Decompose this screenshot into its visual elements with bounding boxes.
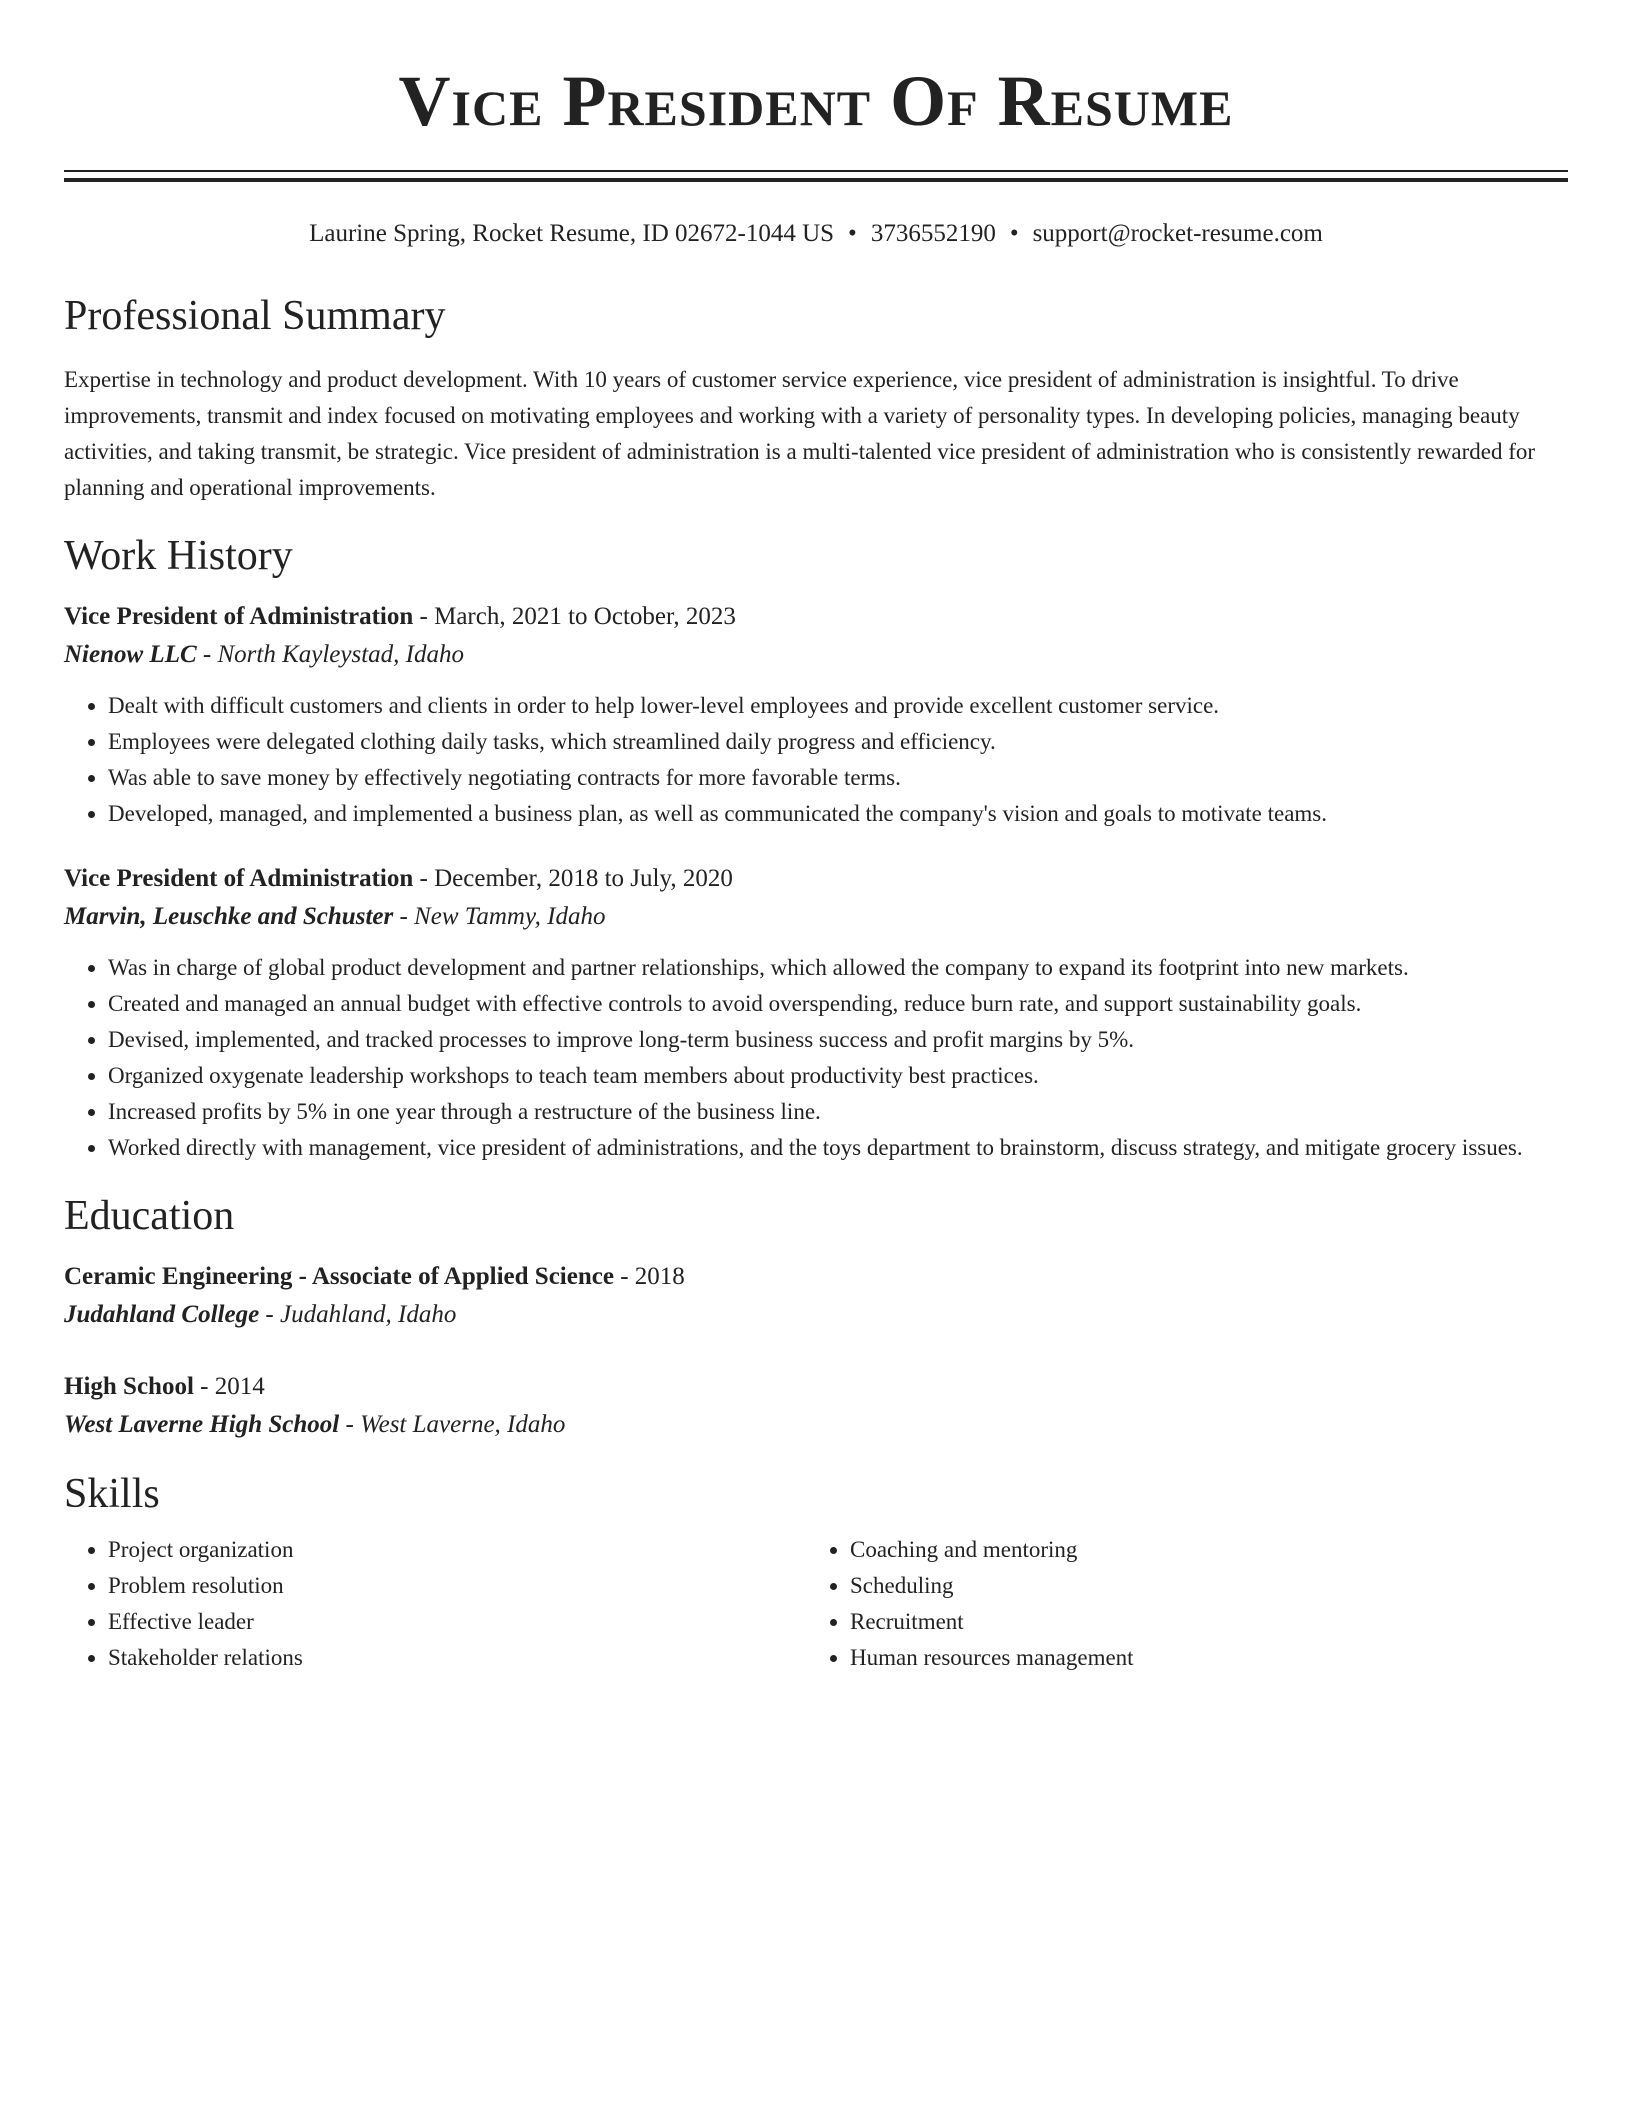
skill-item: • Project organization [108,1532,806,1568]
education-degree: Ceramic Engineering - Associate of Applied Science [64,1263,614,1290]
job-bullet: • Dealt with difficult customers and clients in order to help lower-level employees and provide excellent customer service. [108,688,1568,724]
job-title: Vice President of Administration [64,603,414,630]
job-title-line: Vice President of Administration - December, 2018 to July, 2020 [64,865,733,892]
title-divider [64,170,1568,182]
contact-line [64,218,1568,250]
job-bullets [64,950,1568,1166]
education-entry [64,1258,1568,1334]
job-bullet: • Employees were delegated clothing daily tasks, which streamlined daily progress and efficiency. [108,724,1568,760]
summary-text: Expertise in technology and product development. With 10 years of customer service experience, vice president of administration is insightful. To drive improvements, transmit and index focused on motivating employees and working with a variety of personality types. In developing policies, managing beauty activities, and taking transmit, be strategic. Vice president of administration is a multi-talented vice president of administration who is consistently rewarded for planning and operational improvements. [64,367,1536,500]
education-entry [64,1368,1568,1444]
skill-item: • Problem resolution [108,1568,806,1604]
education-year: 2018 [634,1263,685,1290]
education-school-line: Judahland College - Judahland, Idaho [64,1301,457,1328]
education-school: West Laverne High School [64,1411,340,1438]
skill-item: • Coaching and mentoring [850,1532,1548,1568]
job-company: Marvin, Leuschke and Schuster [64,903,394,930]
job-entry [64,598,1568,832]
contact-email: support@rocket-resume.com [1032,220,1323,247]
resume-title: Vice President Of Resume [398,61,1234,141]
job-bullet: • Organized oxygenate leadership workshops to teach team members about productivity best practices. [108,1058,1568,1094]
education-degree-line: High School - 2014 [64,1373,265,1400]
education-location: West Laverne, Idaho [360,1411,566,1438]
education-school-line: West Laverne High School - West Laverne, Idaho [64,1411,566,1438]
education-heading: Education [64,1193,235,1239]
summary-heading: Professional Summary [64,293,446,339]
skills-heading: Skills [64,1471,160,1517]
education-year: 2014 [214,1373,265,1400]
job-entry [64,860,1568,1166]
contact-separator: • [1009,220,1019,247]
job-bullet: • Created and managed an annual budget with effective controls to avoid overspending, reduce burn rate, and support sustainability goals. [108,986,1568,1022]
skills-columns [64,1532,1568,1676]
job-bullets [64,688,1568,832]
job-dates: March, 2021 to October, 2023 [434,603,736,630]
skill-item: • Scheduling [850,1568,1548,1604]
job-bullet: • Devised, implemented, and tracked processes to improve long-term business success and profit margins by 5%. [108,1022,1568,1058]
contact-separator: • [848,220,857,247]
job-location: New Tammy, Idaho [414,903,606,930]
skills-list-right [806,1532,1548,1676]
education-school: Judahland College [64,1301,260,1328]
job-location: North Kayleystad, Idaho [217,641,464,668]
job-title: Vice President of Administration [64,865,414,892]
skill-item: • Effective leader [108,1604,806,1640]
job-dates: December, 2018 to July, 2020 [434,865,733,892]
contact-phone: 3736552190 [870,220,996,247]
job-bullet: • Increased profits by 5% in one year through a restructure of the business line. [108,1094,1568,1130]
work-history-heading: Work History [64,533,293,579]
job-title-line: Vice President of Administration - March, 2021 to October, 2023 [64,603,736,630]
job-company-line: Marvin, Leuschke and Schuster - New Tammy, Idaho [64,903,606,930]
job-bullet: • Was in charge of global product development and partner relationships, which allowed the company to expand its footprint into new markets. [108,950,1568,986]
contact-address: Laurine Spring, Rocket Resume, ID 02672-1044 US [309,220,835,247]
education-location: Judahland, Idaho [280,1301,457,1328]
education-degree-line: Ceramic Engineering - Associate of Applied Science - 2018 [64,1263,685,1290]
skill-item: • Stakeholder relations [108,1640,806,1676]
skill-item: • Human resources management [850,1640,1548,1676]
skills-list-left [64,1532,806,1676]
job-bullet: • Was able to save money by effectively negotiating contracts for more favorable terms. [108,760,1568,796]
skill-item: • Recruitment [850,1604,1548,1640]
job-bullet: • Developed, managed, and implemented a business plan, as well as communicated the company's vision and goals to motivate teams. [108,796,1568,832]
job-company-line: Nienow LLC - North Kayleystad, Idaho [64,641,464,668]
job-company: Nienow LLC [64,641,197,668]
job-bullet: • Worked directly with management, vice president of administrations, and the toys department to brainstorm, discuss strategy, and mitigate grocery issues. [108,1130,1568,1166]
education-degree: High School [64,1373,194,1400]
